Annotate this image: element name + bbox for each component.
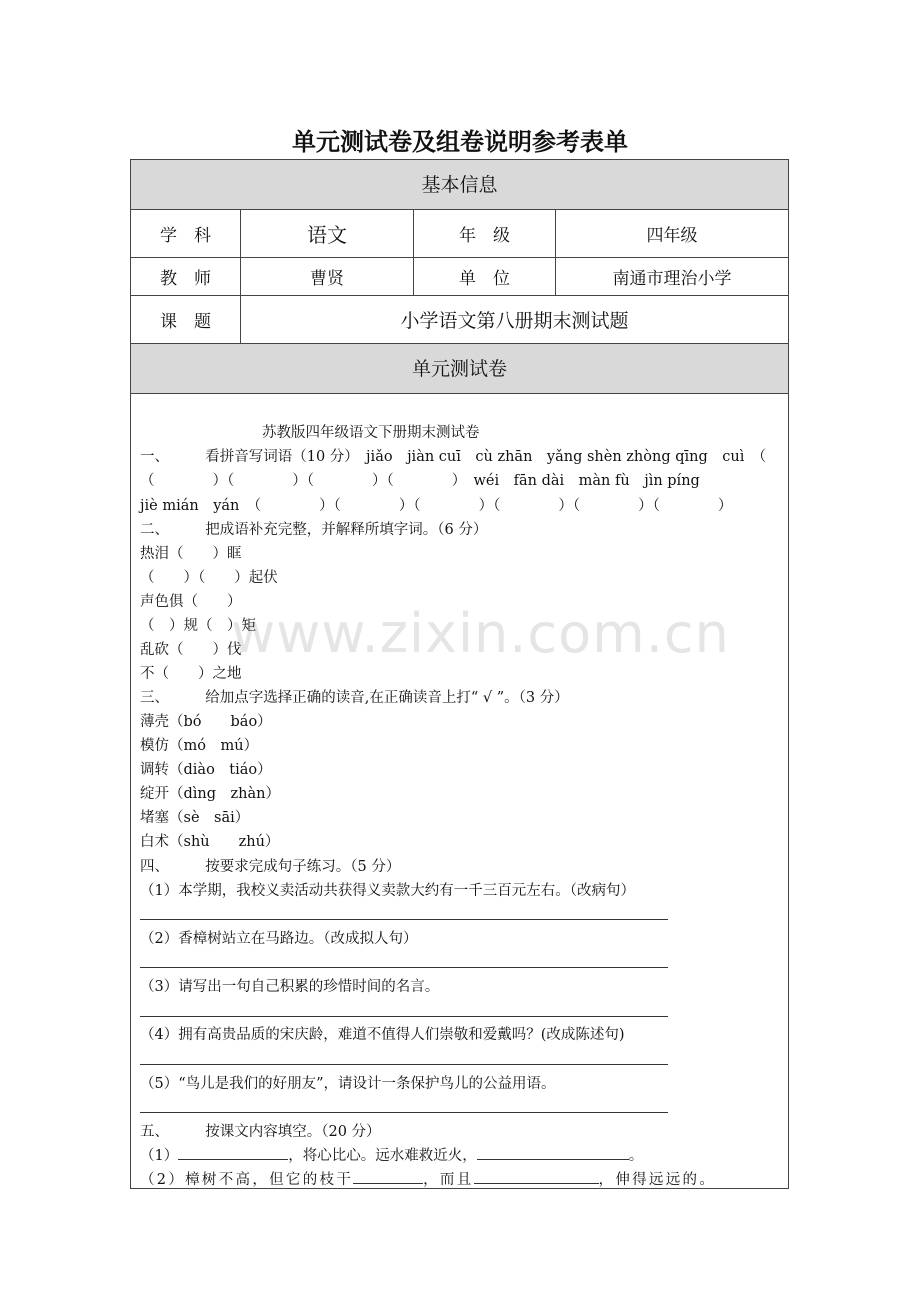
pronunciation-item: 绽开（dìng zhàn） <box>140 786 281 802</box>
question-2-title: 二、 把成语补充完整，并解释所填字词。（6 分） <box>140 522 488 538</box>
answer-line[interactable] <box>140 1112 668 1113</box>
document-title: 单元测试卷及组卷说明参考表单 <box>292 128 628 156</box>
idiom-item: 热泪（ ）眶 <box>140 546 242 562</box>
blank-field[interactable] <box>353 1169 423 1184</box>
question-4-title: 四、 按要求完成句子练习。（5 分） <box>140 859 401 875</box>
fill-1-mid: ，将心比心。远水难救近火， <box>288 1148 477 1164</box>
grade-value: 四年级 <box>646 226 698 246</box>
question-1-line-2: （ ）（ ）（ ）（ ） wéi fān dài màn fù jìn píng <box>140 473 700 489</box>
answer-line[interactable] <box>140 1064 668 1065</box>
paper-subtitle: 苏教版四年级语文下册期末测试卷 <box>262 425 480 441</box>
blank-field[interactable] <box>178 1145 288 1160</box>
basic-info-header: 基本信息 <box>131 160 788 210</box>
pronunciation-item: 模仿（mó mú） <box>140 738 259 754</box>
question-1-line-3: jiè mián yán （ ）（ ）（ ）（ ）（ ）（ ） <box>140 498 733 514</box>
pronunciation-item: 白术（shù zhú） <box>140 834 280 850</box>
question-5-title: 五、 按课文内容填空。（20 分） <box>140 1124 381 1140</box>
fill-2-mid: ，而且 <box>423 1172 474 1188</box>
subject-value: 语文 <box>241 210 414 257</box>
pronunciation-item: 堵塞（sè sāi） <box>140 810 250 826</box>
idiom-item: 声色俱（ ） <box>140 594 242 610</box>
fill-2-prefix: （2）樟树不高，但它的枝干 <box>140 1172 354 1188</box>
sentence-task: （3）请写出一句自己积累的珍惜时间的名言。 <box>140 979 440 995</box>
idiom-item: 不（ ）之地 <box>140 666 242 682</box>
sentence-task: （5）“鸟儿是我们的好朋友”，请设计一条保护鸟儿的公益用语。 <box>140 1076 556 1092</box>
topic-value: 小学语文第八册期末测试题 <box>400 310 629 332</box>
idiom-item: （ ）（ ）起伏 <box>140 570 278 586</box>
fill-1-end: 。 <box>628 1148 644 1164</box>
subject-grade-row <box>131 210 788 258</box>
pronunciation-item: 调转（diào tiáo） <box>140 762 272 778</box>
question-3-title: 三、 给加点字选择正确的读音,在正确读音上打“ √ ”。（3 分） <box>140 690 569 706</box>
sentence-task: （4）拥有高贵品质的宋庆龄，难道不值得人们崇敬和爱戴吗？(改成陈述句) <box>140 1027 625 1043</box>
blank-field[interactable] <box>474 1169 599 1184</box>
grade-label: 年 级 <box>414 210 556 257</box>
subject-label: 学 科 <box>131 210 241 257</box>
test-paper-body <box>131 394 788 1188</box>
unit-value: 南通市理治小学 <box>612 269 732 289</box>
test-paper-header: 单元测试卷 <box>131 344 788 394</box>
topic-label: 课 题 <box>131 296 241 343</box>
sentence-task: （1）本学期，我校义卖活动共获得义卖款大约有一千三百元左右。（改病句） <box>140 883 635 899</box>
sentence-task: （2）香樟树站立在马路边。（改成拟人句） <box>140 931 418 947</box>
fill-1-prefix: （1） <box>140 1148 179 1164</box>
teacher-label: 教 师 <box>131 258 241 295</box>
teacher-value: 曹贤 <box>241 258 414 295</box>
teacher-unit-row <box>131 258 788 296</box>
watermark: www.zixin.com.cn <box>231 602 730 665</box>
fill-blank-1 <box>140 1144 643 1165</box>
idiom-item: （ ）规（ ）矩 <box>140 618 256 634</box>
topic-row <box>131 296 788 344</box>
pronunciation-item: 薄壳（bó báo） <box>140 714 272 730</box>
fill-2-end: ，伸得远远的。 <box>598 1172 717 1188</box>
blank-field[interactable] <box>477 1145 629 1160</box>
question-1-title: 一、 看拼音写词语（10 分） jiǎo jiàn cuī cù zhān yǎng shèn zhòng qīng cuì （ <box>140 449 767 465</box>
form-table <box>130 159 789 1189</box>
idiom-item: 乱砍（ ）伐 <box>140 642 242 658</box>
answer-line[interactable] <box>140 919 668 920</box>
fill-blank-2 <box>140 1168 716 1189</box>
unit-label: 单 位 <box>414 258 556 295</box>
answer-line[interactable] <box>140 967 668 968</box>
answer-line[interactable] <box>140 1016 668 1017</box>
